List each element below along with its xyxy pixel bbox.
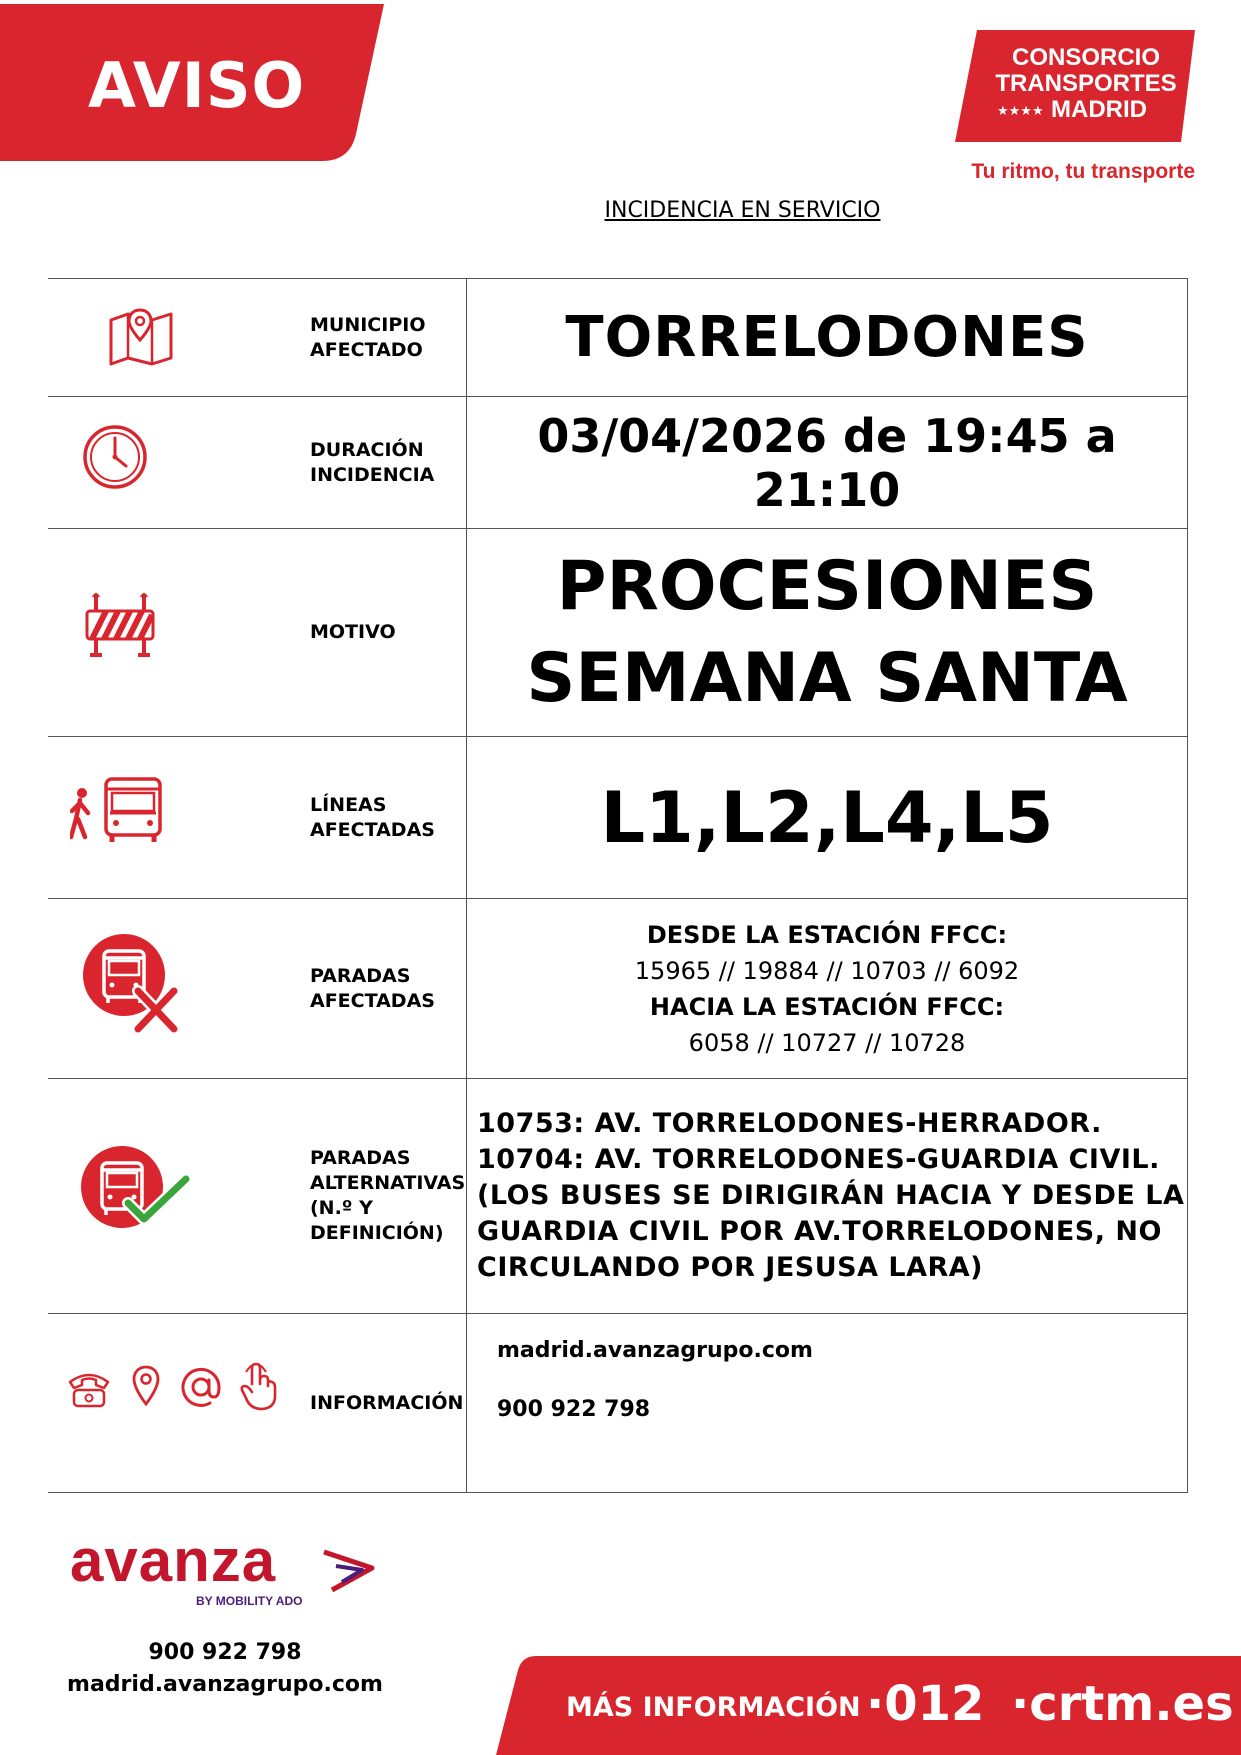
aviso-banner xyxy=(0,4,384,161)
crtm-logo-line1: CONSORCIO xyxy=(1011,44,1160,71)
row-municipio xyxy=(48,278,1188,396)
label-lineas-2: AFECTADAS xyxy=(310,818,435,841)
label-lineas-1: LÍNEAS xyxy=(310,793,387,816)
avanza-arrow-icon xyxy=(322,1548,382,1594)
location-icon xyxy=(130,1364,162,1408)
crtm-logo xyxy=(955,30,1195,146)
road-barrier-icon xyxy=(48,529,302,736)
label-municipio-2: AFECTADO xyxy=(310,338,423,361)
row-paradas-afectadas xyxy=(48,898,1188,1078)
row-informacion xyxy=(48,1313,1188,1493)
paradas-desde-title: DESDE LA ESTACIÓN FFCC: xyxy=(646,920,1008,949)
alt-line-5: CIRCULANDO POR JESUSA LARA) xyxy=(477,1252,984,1283)
label-duracion-2: INCIDENCIA xyxy=(310,463,435,486)
row-motivo xyxy=(48,528,1188,736)
value-motivo-2: SEMANA SANTA xyxy=(526,638,1128,718)
alt-line-3: (LOS BUSES SE DIRIGIRÁN HACIA Y DESDE LA xyxy=(477,1180,1185,1211)
label-alt-4: DEFINICIÓN) xyxy=(310,1222,444,1244)
info-web[interactable]: madrid.avanzagrupo.com xyxy=(497,1338,813,1363)
paradas-hacia-title: HACIA LA ESTACIÓN FFCC: xyxy=(649,992,1005,1021)
label-paradas-2: AFECTADAS xyxy=(310,989,435,1012)
row-lineas xyxy=(48,736,1188,898)
label-duracion-1: DURACIÓN xyxy=(310,438,424,461)
row-duracion xyxy=(48,396,1188,528)
more-info-crtm[interactable]: ·crtm.es xyxy=(1011,1676,1234,1732)
label-alt-3: (N.º Y xyxy=(310,1197,373,1219)
aviso-title: AVISO xyxy=(88,49,306,122)
value-paradas-alternativas xyxy=(466,1079,1188,1313)
label-alt-1: PARADAS xyxy=(310,1147,411,1169)
paradas-desde-list: 15965 // 19884 // 10703 // 6092 xyxy=(634,956,1020,985)
alt-line-2: 10704: AV. TORRELODONES-GUARDIA CIVIL. xyxy=(477,1144,1160,1175)
label-alt-2: ALTERNATIVAS xyxy=(310,1172,466,1194)
incident-table xyxy=(48,278,1188,1493)
phone-icon xyxy=(66,1368,112,1410)
page-title: INCIDENCIA EN SERVICIO xyxy=(604,198,881,223)
value-motivo xyxy=(466,529,1188,736)
value-paradas-afectadas xyxy=(466,899,1188,1078)
value-lineas: L1,L2,L4,L5 xyxy=(466,737,1188,898)
footer-web[interactable]: madrid.avanzagrupo.com xyxy=(67,1672,383,1697)
more-info-banner xyxy=(496,1656,1241,1755)
info-icons xyxy=(48,1314,302,1492)
label-municipio-1: MUNICIPIO xyxy=(310,313,426,336)
alt-line-1: 10753: AV. TORRELODONES-HERRADOR. xyxy=(477,1108,1102,1139)
crtm-logo-line3: MADRID xyxy=(1051,96,1147,123)
pedestrian-bus-icon xyxy=(48,737,302,898)
bus-cancel-icon xyxy=(48,899,302,1078)
crtm-logo-line2: TRANSPORTES xyxy=(995,70,1177,97)
more-info-012[interactable]: ·012 xyxy=(866,1676,985,1732)
label-motivo: MOTIVO xyxy=(310,621,396,643)
map-pin-icon xyxy=(48,279,302,396)
label-informacion: INFORMACIÓN xyxy=(310,1391,464,1414)
info-phone[interactable]: 900 922 798 xyxy=(497,1397,651,1422)
touch-icon xyxy=(238,1362,278,1412)
clock-icon xyxy=(48,397,302,528)
avanza-logo xyxy=(70,1527,400,1612)
crtm-stars-icon: ★★★★ xyxy=(997,104,1044,119)
row-paradas-alternativas xyxy=(48,1078,1188,1313)
value-municipio: TORRELODONES xyxy=(466,279,1188,396)
value-informacion xyxy=(466,1314,1188,1492)
avanza-wordmark: avanza xyxy=(70,1527,277,1594)
value-motivo-1: PROCESIONES xyxy=(556,546,1098,626)
bus-check-icon xyxy=(48,1079,302,1313)
alt-line-4: GUARDIA CIVIL POR AV.TORRELODONES, NO xyxy=(477,1216,1162,1247)
more-info-label: MÁS INFORMACIÓN xyxy=(566,1692,861,1723)
paradas-hacia-list: 6058 // 10727 // 10728 xyxy=(688,1028,966,1057)
value-duracion: 03/04/2026 de 19:45 a 21:10 xyxy=(466,397,1188,528)
avanza-by-mobility-ado: BY MOBILITY ADO xyxy=(196,1594,303,1608)
slogan: Tu ritmo, tu transporte xyxy=(971,160,1195,183)
at-icon xyxy=(180,1366,222,1408)
footer-phone[interactable]: 900 922 798 xyxy=(148,1640,302,1665)
label-paradas-1: PARADAS xyxy=(310,964,411,987)
